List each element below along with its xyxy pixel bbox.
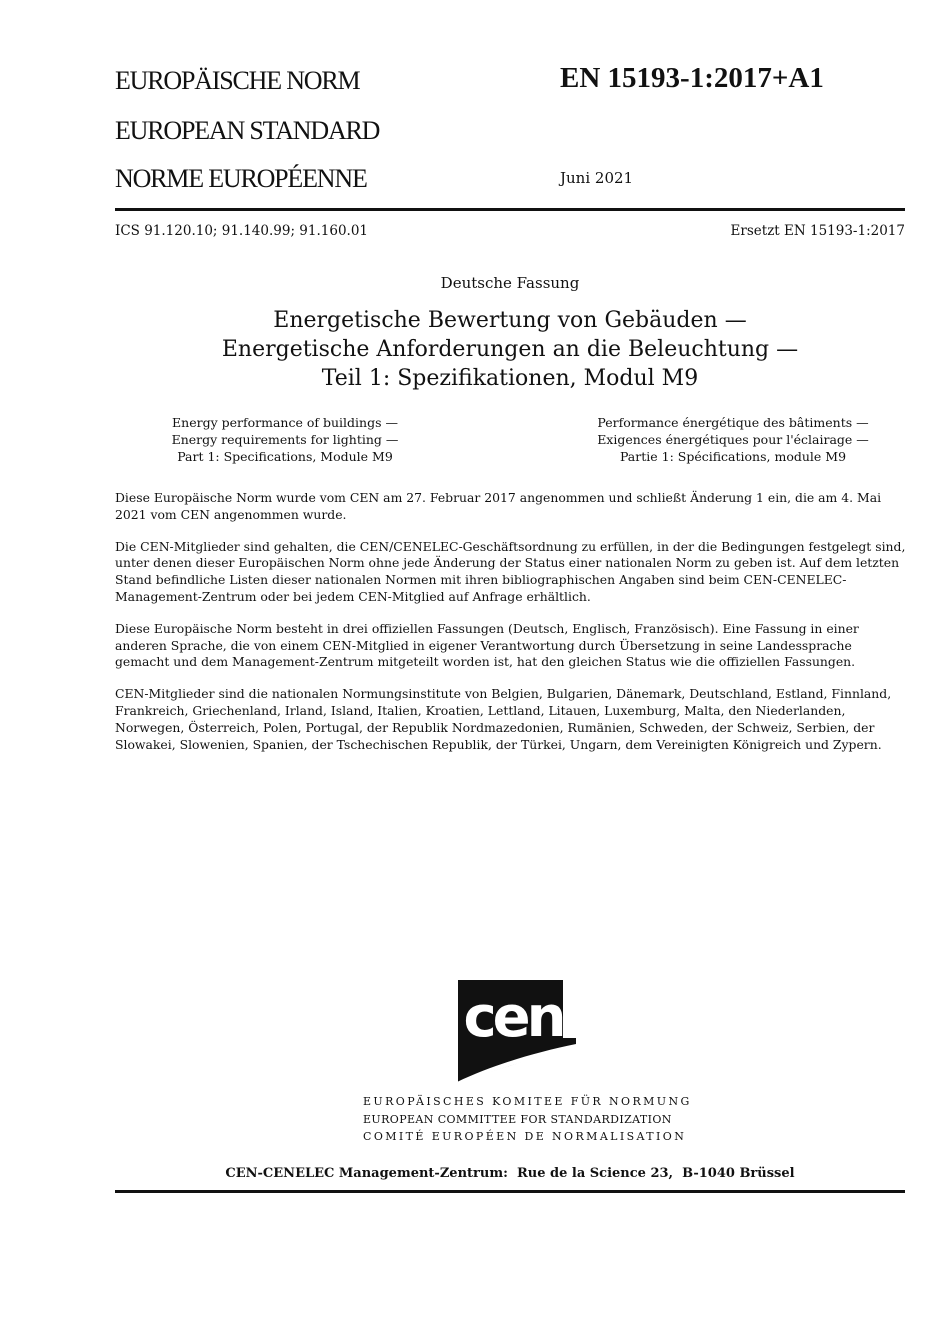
title-translation-fr	[568, 414, 898, 465]
supersedes-note: Ersetzt EN 15193-1:2017	[730, 223, 905, 239]
committee-name-en: EUROPEAN COMMITTEE FOR STANDARDIZATION	[363, 1112, 672, 1126]
title-translation-en	[120, 414, 450, 465]
management-address: CEN-CENELEC Management-Zentrum: Rue de la Science 23, B-1040 Brüssel	[225, 1166, 795, 1181]
footer-rule	[115, 1190, 905, 1193]
norm-name-de: EUROPÄISCHE NORM	[115, 66, 360, 95]
title-line: Teil 1: Spezifikationen, Modul M9	[321, 366, 699, 391]
cen-logo-text: cen	[463, 985, 563, 1050]
standard-number: EN 15193-1:2017+A1	[560, 62, 824, 94]
translation-line: Partie 1: Spécifications, module M9	[619, 449, 847, 464]
translation-line: Energy requirements for lighting —	[171, 432, 399, 447]
paragraph-adoption: Diese Europäische Norm wurde vom CEN am 27. Februar 2017 angenommen und schließt Änderung 1 ein, die am 4. Mai 2021 vom CEN angenommen wurde.	[115, 490, 882, 522]
version-label: Deutsche Fassung	[440, 274, 580, 292]
committee-name-fr: COMITÉ EUROPÉEN DE NORMALISATION	[363, 1130, 687, 1143]
cen-logo	[445, 978, 585, 1088]
paragraph-obligations: Die CEN-Mitglieder sind gehalten, die CEN/CENELEC-Geschäftsordnung zu erfüllen, in der die Bedingungen festgelegt sind, unter denen dieser Europäischen Norm ohne jede Änderung der Status einer nationalen Norm zu geben ist. Auf dem letzten Stand befindliche Listen dieser nationalen Normen mit ihren bibliographischen Angaben sind beim CEN-CENELEC-Management-Zentrum oder bei jedem CEN-Mitglied auf Anfrage erhältlich.	[115, 538, 906, 604]
committee-name-de: EUROPÄISCHES KOMITEE FÜR NORMUNG	[363, 1095, 692, 1108]
cen-logo-icon	[445, 978, 585, 1088]
translation-line: Part 1: Specifications, Module M9	[177, 449, 393, 464]
title-line: Energetische Anforderungen an die Beleuchtung —	[221, 337, 799, 362]
translation-line: Exigences énergétiques pour l'éclairage —	[597, 432, 869, 447]
translation-line: Performance énergétique des bâtiments —	[597, 415, 869, 430]
title-line: Energetische Bewertung von Gebäuden —	[273, 308, 747, 333]
publication-date: Juni 2021	[560, 169, 634, 187]
norm-name-en: EUROPEAN STANDARD	[115, 116, 380, 145]
body-text	[115, 490, 910, 768]
header-rule	[115, 208, 905, 211]
committee-names	[363, 1093, 692, 1146]
document-title	[115, 306, 905, 393]
paragraph-members: CEN-Mitglieder sind die nationalen Normungsinstitute von Belgien, Bulgarien, Dänemark, Deutschland, Estland, Finnland, Frankreich, Griechenland, Irland, Island, Italien, Kroatien, Lettland, Litauen, Luxemburg, Malta, den Niederlanden, Norwegen, Österreich, Polen, Portugal, der Republik Nordmazedonien, Rumänien, Schweden, der Schweiz, Serbien, der Slowakei, Slowenien, Spanien, der Tschechischen Republik, der Türkei, Ungarn, dem Vereinigten Königreich und Zypern.	[115, 686, 892, 752]
ics-codes: ICS 91.120.10; 91.140.99; 91.160.01	[115, 223, 368, 239]
translation-line: Energy performance of buildings —	[172, 415, 398, 430]
norm-name-fr: NORME EUROPÉENNE	[115, 164, 367, 193]
paragraph-versions: Diese Europäische Norm besteht in drei offiziellen Fassungen (Deutsch, Englisch, Französisch). Eine Fassung in einer anderen Sprache, die von einem CEN-Mitglied in eigener Verantwortung durch Übersetzung in seine Landessprache gemacht und dem Management-Zentrum mitgeteilt worden ist, hat den gleichen Status wie die offiziellen Fassungen.	[115, 620, 859, 670]
